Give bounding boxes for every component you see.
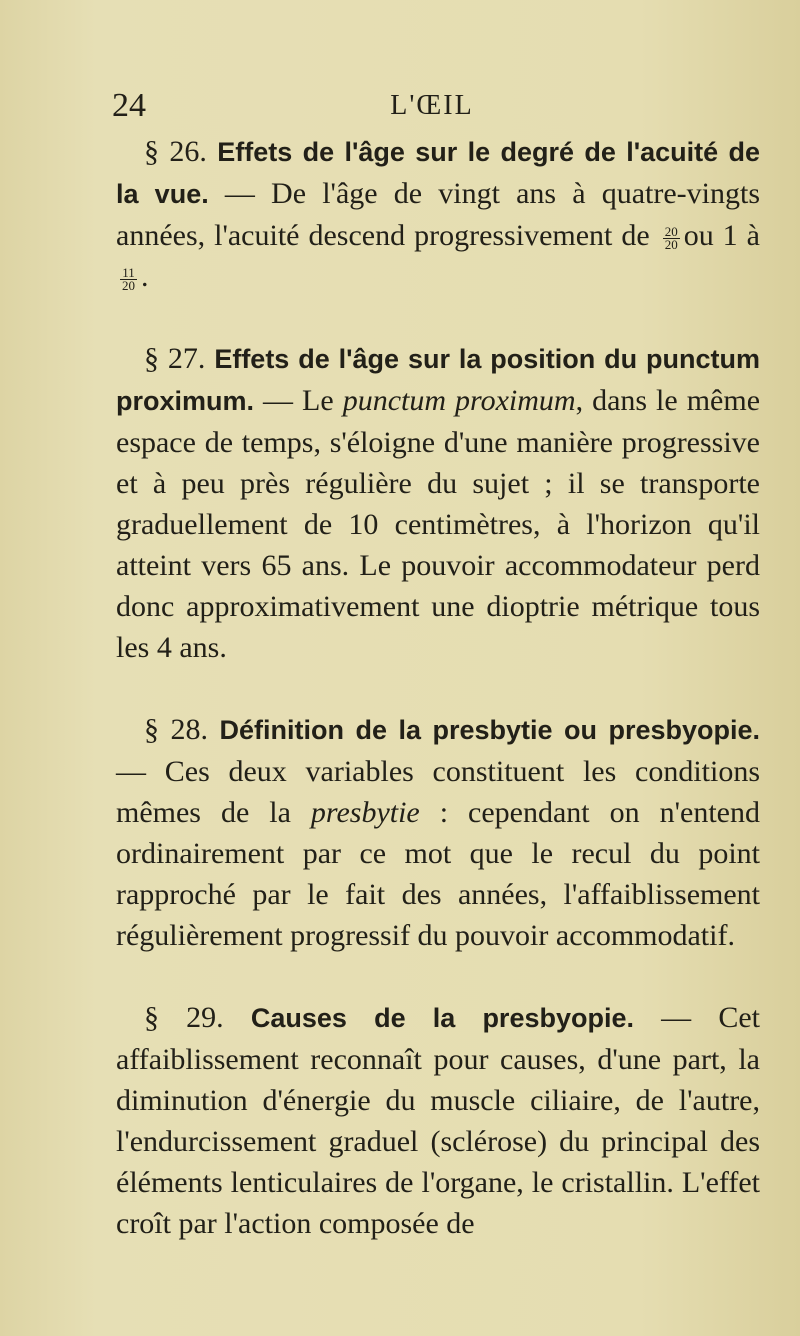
fraction xyxy=(663,223,680,252)
page-body xyxy=(116,131,760,1244)
section-title: Effets de l'âge sur la position du punctum proximum. xyxy=(116,344,761,416)
section-number: § 27. xyxy=(144,342,206,375)
page-number: 24 xyxy=(112,87,146,124)
running-head: L'ŒIL xyxy=(390,90,474,121)
section-text: — Le xyxy=(254,384,343,417)
section-title: Effets de l'âge sur le degré de l'acuité de la vue. xyxy=(116,137,761,209)
section-text: . xyxy=(141,260,149,293)
section-text: ou 1 à xyxy=(683,219,760,252)
section-title: Définition de la presbytie ou presbyopie. xyxy=(219,715,761,745)
section-text: — Cet affaiblissement reconnaît pour causes, d'une part, la diminution d'énergie du muscle ciliaire, de l'autre, l'endurcissement graduel (sclérose) du principal des éléments lenticulaires de l'organe, le cristallin. L'effet croît par l'action composée de xyxy=(116,1001,760,1240)
section-italic-term: presbytie xyxy=(310,796,420,829)
section-text: — Ces deux variables constituent les conditions mêmes de la xyxy=(116,755,760,829)
page-header xyxy=(112,86,752,126)
section-number: § 26. xyxy=(144,135,207,168)
fraction-numerator: 11 xyxy=(120,267,137,280)
section-26 xyxy=(116,131,760,297)
section-italic-term: punctum proximum xyxy=(342,384,576,417)
fraction xyxy=(120,264,137,293)
section-text: : cependant on n'entend ordinairement par ce mot que le recul du point rapproché par le fait des années, l'affaiblissement régulièrement progressif du pouvoir accommodatif. xyxy=(116,796,760,952)
section-29 xyxy=(116,997,760,1244)
section-text: , dans le même espace de temps, s'éloigne d'une manière progressive et à peu près régulière du sujet ; il se transporte graduellement de 10 centimètres, à l'horizon qu'il atteint vers 65 ans. Le pouvoir accommodateur perd donc approximativement une dioptrie métrique tous les 4 ans. xyxy=(116,384,761,664)
fraction-denominator: 20 xyxy=(122,277,135,293)
section-number: § 28. xyxy=(144,713,208,746)
section-text: — De l'âge de vingt ans à quatre-vingts années, l'acuité descend progressivement de xyxy=(116,177,760,252)
section-27 xyxy=(116,338,760,668)
section-number: § 29. xyxy=(144,1001,224,1034)
fraction-numerator: 20 xyxy=(664,223,678,239)
section-title: Causes de la presbyopie. xyxy=(250,1003,634,1033)
section-28 xyxy=(116,709,760,956)
fraction-denominator: 20 xyxy=(664,236,678,252)
